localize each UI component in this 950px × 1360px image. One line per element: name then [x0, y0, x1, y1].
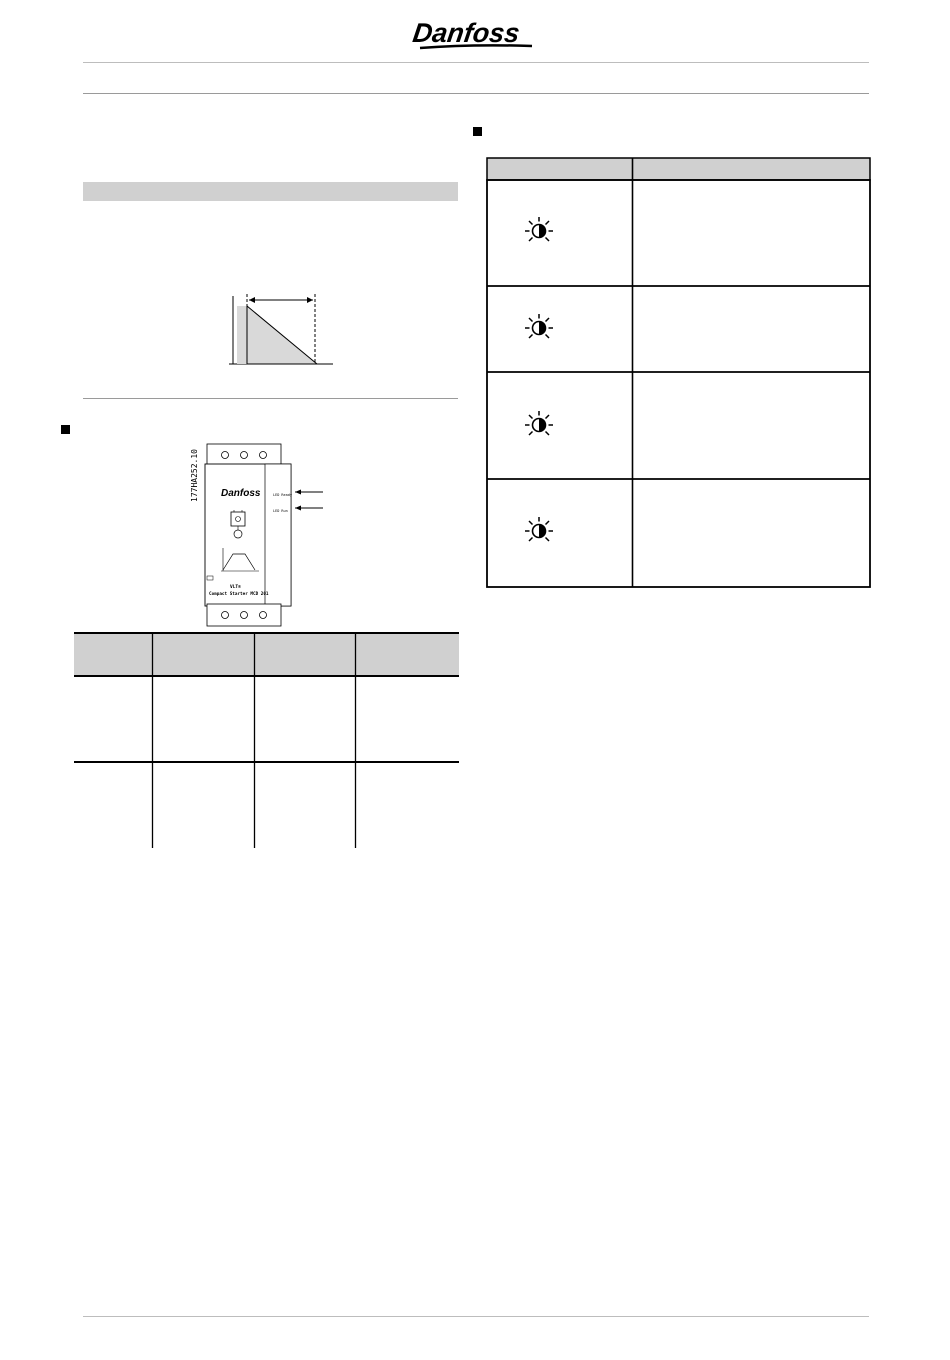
left-section-bullet [61, 425, 70, 434]
led-table-header [487, 158, 870, 180]
header-rule-top [83, 62, 869, 63]
svg-text:Danfoss: Danfoss [412, 17, 522, 48]
danfoss-logo-graphic [412, 12, 538, 56]
starter-model-name: Compact Starter MCD 201 [209, 592, 269, 597]
led-half-lit-icon [524, 216, 554, 246]
starter-model-label: VLT® [230, 585, 241, 590]
starter-brand: Danfoss [221, 488, 261, 499]
danfoss-logo [412, 12, 538, 56]
table-row [486, 479, 632, 586]
table-row [486, 372, 632, 479]
left-spec-table [74, 632, 459, 848]
table-row [486, 180, 632, 286]
footer-rule [83, 1316, 869, 1317]
left-section-rule [83, 398, 458, 399]
led-ready-label: LED Ready [273, 493, 292, 497]
table-row [74, 676, 152, 762]
ramp-initial-block [237, 306, 247, 364]
led-run-label: LED Run [273, 509, 288, 513]
led-half-lit-icon [524, 516, 554, 546]
section-heading-bar [83, 182, 458, 201]
table-row [74, 762, 152, 848]
ramp-area [247, 306, 317, 364]
led-half-lit-icon [524, 313, 554, 343]
led-half-lit-icon [524, 410, 554, 440]
left-table-header [74, 632, 459, 676]
part-number-text: 177HA252.10 [190, 449, 199, 502]
ramp-down-diagram [225, 290, 337, 368]
header-rule-bottom [83, 93, 869, 94]
soft-starter-drawing [185, 440, 335, 630]
table-row [486, 286, 632, 372]
right-section-bullet [473, 127, 482, 136]
